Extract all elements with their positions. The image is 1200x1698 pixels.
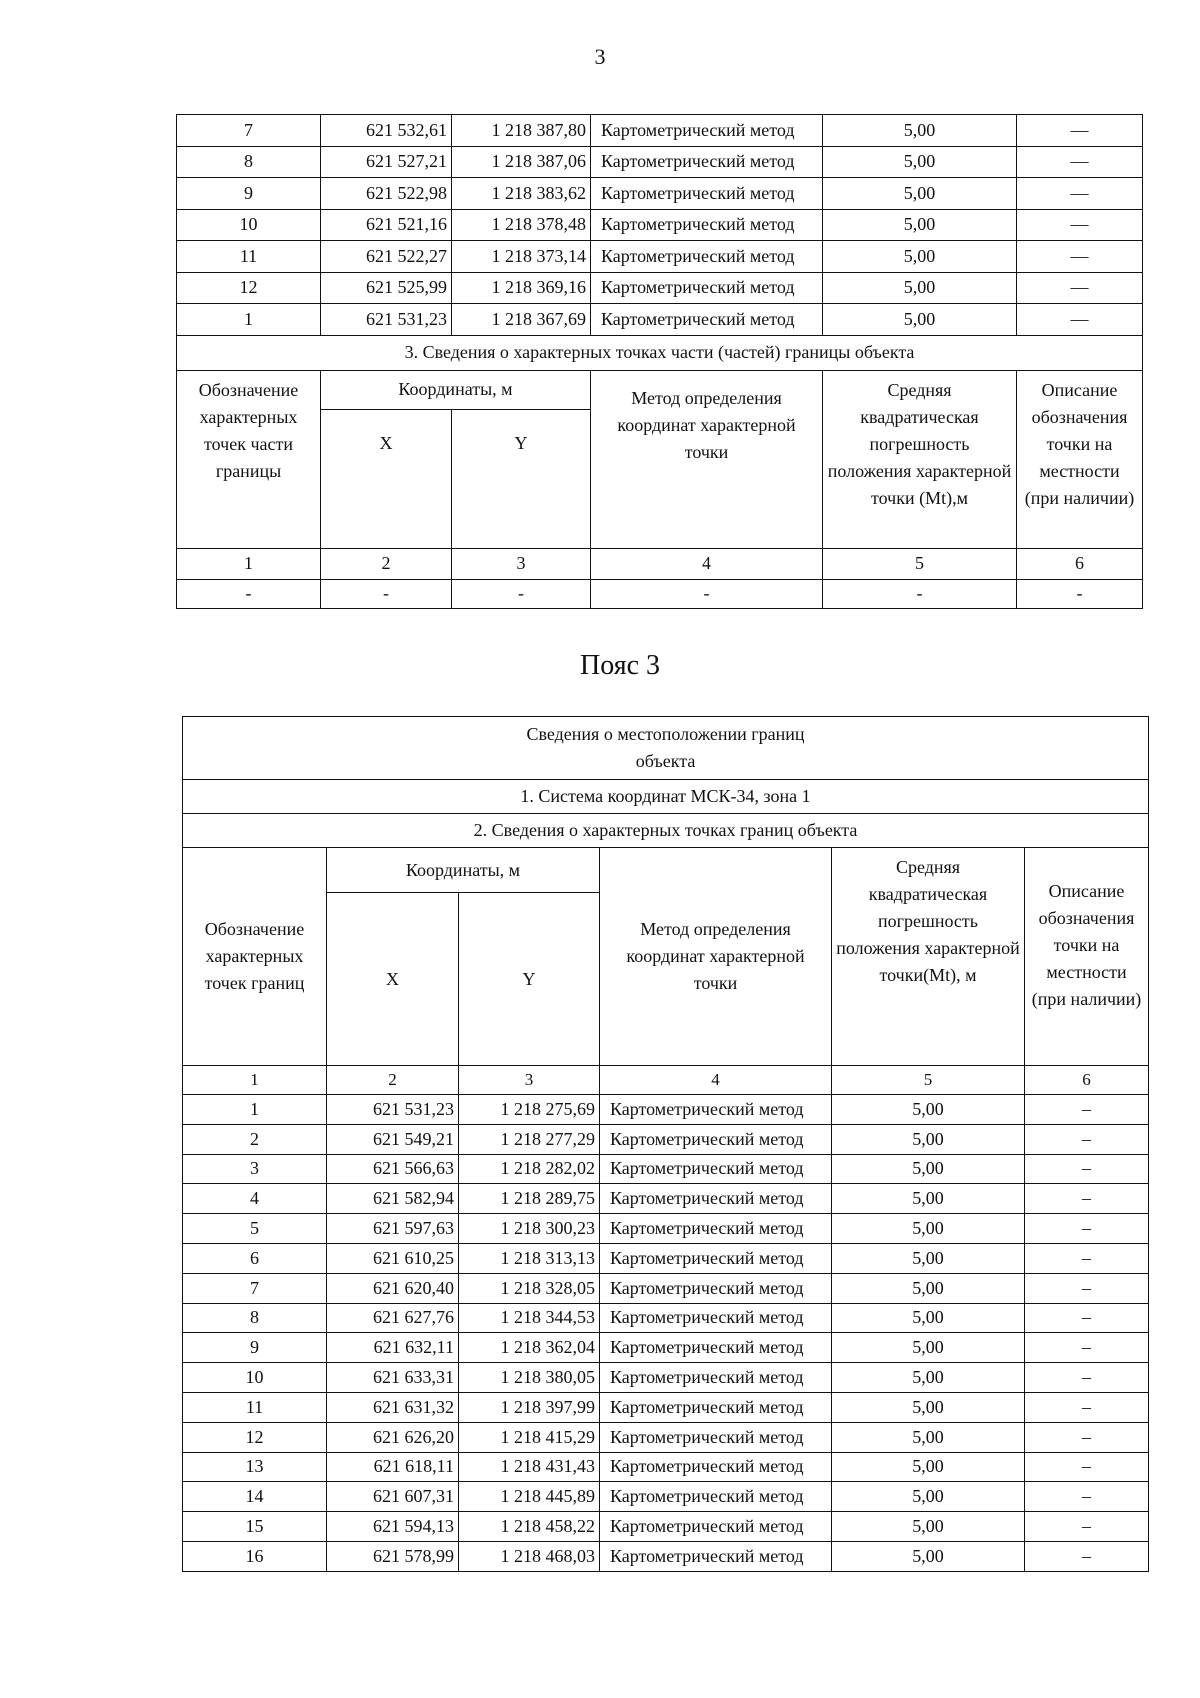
table2-title [183, 717, 1149, 780]
coord-x-cell: 621 522,27 [321, 241, 452, 273]
method-cell: Картометрический метод [600, 1482, 832, 1512]
description-cell: – [1025, 1184, 1149, 1214]
col-number-5: 5 [832, 1066, 1025, 1095]
table-row [183, 1422, 1149, 1452]
dash-cell: - [1017, 579, 1143, 608]
table-row [183, 1095, 1149, 1125]
coord-y-cell: 1 218 344,53 [459, 1303, 600, 1333]
table-row [183, 1124, 1149, 1154]
mean-error-cell: 5,00 [823, 146, 1017, 178]
table-row [183, 1452, 1149, 1482]
col-number-1: 1 [183, 1066, 327, 1095]
point-number-cell: 13 [183, 1452, 327, 1482]
method-cell: Картометрический метод [600, 1303, 832, 1333]
coord-x-cell: 621 566,63 [327, 1154, 459, 1184]
table-row [177, 146, 1143, 178]
dash-cell: - [452, 579, 591, 608]
mean-error-cell: 5,00 [832, 1363, 1025, 1393]
method-cell: Картометрический метод [600, 1422, 832, 1452]
description-cell: – [1025, 1363, 1149, 1393]
table-row [183, 1333, 1149, 1363]
point-number-cell: 12 [177, 272, 321, 304]
description-cell: – [1025, 1154, 1149, 1184]
point-number-cell: 10 [183, 1363, 327, 1393]
dash-cell: - [321, 579, 452, 608]
point-number-cell: 14 [183, 1482, 327, 1512]
coord-x-cell: 621 578,99 [327, 1541, 459, 1571]
description-cell: – [1025, 1512, 1149, 1542]
mean-error-cell: 5,00 [832, 1541, 1025, 1571]
method-cell: Картометрический метод [591, 272, 823, 304]
col-number-6: 6 [1025, 1066, 1149, 1095]
mean-error-cell: 5,00 [832, 1422, 1025, 1452]
coord-y-cell: 1 218 289,75 [459, 1184, 600, 1214]
description-cell: — [1017, 115, 1143, 147]
dash-cell: - [591, 579, 823, 608]
point-number-cell: 8 [177, 146, 321, 178]
mean-error-cell: 5,00 [823, 241, 1017, 273]
coord-y-cell: 1 218 373,14 [452, 241, 591, 273]
mean-error-cell: 5,00 [832, 1333, 1025, 1363]
method-cell: Картометрический метод [591, 178, 823, 210]
mean-error-cell: 5,00 [832, 1095, 1025, 1125]
point-number-cell: 7 [183, 1273, 327, 1303]
coord-x-cell: 621 626,20 [327, 1422, 459, 1452]
table2-body [183, 1095, 1149, 1572]
method-cell: Картометрический метод [600, 1214, 832, 1244]
coord-y-cell: 1 218 387,80 [452, 115, 591, 147]
coord-y-cell: 1 218 369,16 [452, 272, 591, 304]
col-number-2: 2 [321, 548, 452, 579]
point-number-cell: 15 [183, 1512, 327, 1542]
col-number-5: 5 [823, 548, 1017, 579]
coord-y-cell: 1 218 458,22 [459, 1512, 600, 1542]
section1-coordinate-system: 1. Система координат МСК-34, зона 1 [183, 780, 1149, 814]
table2-title-text: Сведения о местоположении границ объекта [526, 724, 805, 771]
method-cell: Картометрический метод [600, 1124, 832, 1154]
mean-error-cell: 5,00 [832, 1124, 1025, 1154]
coord-x-cell: 621 597,63 [327, 1214, 459, 1244]
mean-error-cell: 5,00 [832, 1214, 1025, 1244]
description-cell: – [1025, 1303, 1149, 1333]
col-number-4: 4 [600, 1066, 832, 1095]
description-cell: – [1025, 1422, 1149, 1452]
coord-y-cell: 1 218 383,62 [452, 178, 591, 210]
coord-y-cell: 1 218 282,02 [459, 1154, 600, 1184]
point-number-cell: 4 [183, 1184, 327, 1214]
point-number-cell: 1 [183, 1095, 327, 1125]
description-cell: — [1017, 178, 1143, 210]
coord-x-cell: 621 582,94 [327, 1184, 459, 1214]
coord-y-cell: 1 218 445,89 [459, 1482, 600, 1512]
col-number-1: 1 [177, 548, 321, 579]
table-row [183, 1303, 1149, 1333]
description-cell: – [1025, 1333, 1149, 1363]
header-x: X [321, 409, 452, 548]
section2-title: 2. Сведения о характерных точках границ объекта [183, 814, 1149, 848]
coord-x-cell: 621 525,99 [321, 272, 452, 304]
description-cell: — [1017, 241, 1143, 273]
col-number-3: 3 [459, 1066, 600, 1095]
method-cell: Картометрический метод [600, 1333, 832, 1363]
table-row [183, 1243, 1149, 1273]
mean-error-cell: 5,00 [832, 1452, 1025, 1482]
table-row [183, 1184, 1149, 1214]
table1-body [177, 115, 1143, 336]
mean-error-cell: 5,00 [832, 1482, 1025, 1512]
coord-y-cell: 1 218 468,03 [459, 1541, 600, 1571]
description-cell: – [1025, 1392, 1149, 1422]
table-row [183, 1541, 1149, 1571]
description-cell: – [1025, 1214, 1149, 1244]
mean-error-cell: 5,00 [823, 178, 1017, 210]
description-cell: — [1017, 272, 1143, 304]
table-row [177, 178, 1143, 210]
description-cell: – [1025, 1273, 1149, 1303]
table-row [183, 1214, 1149, 1244]
belt3-boundary-table [182, 716, 1149, 1572]
point-number-cell: 8 [183, 1303, 327, 1333]
description-cell: – [1025, 1243, 1149, 1273]
mean-error-cell: 5,00 [832, 1273, 1025, 1303]
header-method: Метод определения координат характерной точки [600, 848, 832, 1066]
method-cell: Картометрический метод [600, 1452, 832, 1482]
table-row [183, 1273, 1149, 1303]
dash-cell: - [823, 579, 1017, 608]
description-cell: – [1025, 1482, 1149, 1512]
method-cell: Картометрический метод [600, 1095, 832, 1125]
table-row [177, 304, 1143, 336]
table-row [183, 1512, 1149, 1542]
point-number-cell: 2 [183, 1124, 327, 1154]
description-cell: – [1025, 1541, 1149, 1571]
point-number-cell: 10 [177, 209, 321, 241]
coord-y-cell: 1 218 415,29 [459, 1422, 600, 1452]
mean-error-cell: 5,00 [832, 1512, 1025, 1542]
table-row [183, 1363, 1149, 1393]
point-number-cell: 9 [183, 1333, 327, 1363]
point-number-cell: 5 [183, 1214, 327, 1244]
coord-x-cell: 621 521,16 [321, 209, 452, 241]
method-cell: Картометрический метод [600, 1392, 832, 1422]
mean-error-cell: 5,00 [823, 272, 1017, 304]
coord-x-cell: 621 531,23 [321, 304, 452, 336]
table-row [183, 1154, 1149, 1184]
mean-error-cell: 5,00 [823, 304, 1017, 336]
mean-error-cell: 5,00 [832, 1154, 1025, 1184]
point-number-cell: 9 [177, 178, 321, 210]
col-number-4: 4 [591, 548, 823, 579]
point-number-cell: 3 [183, 1154, 327, 1184]
mean-error-cell: 5,00 [823, 209, 1017, 241]
belt-title: Пояс 3 [580, 650, 660, 681]
coord-x-cell: 621 620,40 [327, 1273, 459, 1303]
coord-x-cell: 621 607,31 [327, 1482, 459, 1512]
coord-x-cell: 621 531,23 [327, 1095, 459, 1125]
table-row [177, 209, 1143, 241]
col-number-2: 2 [327, 1066, 459, 1095]
coord-y-cell: 1 218 275,69 [459, 1095, 600, 1125]
method-cell: Картометрический метод [600, 1154, 832, 1184]
header-coordinates: Координаты, м [327, 848, 600, 893]
coord-x-cell: 621 632,11 [327, 1333, 459, 1363]
description-cell: – [1025, 1452, 1149, 1482]
section3-title: 3. Сведения о характерных точках части (частей) границы объекта [177, 335, 1143, 370]
coord-x-cell: 621 522,98 [321, 178, 452, 210]
coord-y-cell: 1 218 387,06 [452, 146, 591, 178]
method-cell: Картометрический метод [600, 1184, 832, 1214]
header-mt: Средняя квадратическая погрешность положения характерной точки (Mt),м [823, 370, 1017, 548]
coord-x-cell: 621 527,21 [321, 146, 452, 178]
coord-y-cell: 1 218 378,48 [452, 209, 591, 241]
header-x: X [327, 893, 459, 1066]
coord-x-cell: 621 633,31 [327, 1363, 459, 1393]
coord-y-cell: 1 218 380,05 [459, 1363, 600, 1393]
coord-y-cell: 1 218 362,04 [459, 1333, 600, 1363]
header-point-designation: Обозначение характерных точек части границы [177, 370, 321, 548]
coord-y-cell: 1 218 397,99 [459, 1392, 600, 1422]
description-cell: — [1017, 146, 1143, 178]
method-cell: Картометрический метод [600, 1512, 832, 1542]
coord-y-cell: 1 218 313,13 [459, 1243, 600, 1273]
mean-error-cell: 5,00 [832, 1184, 1025, 1214]
header-method: Метод определения координат характерной точки [591, 370, 823, 548]
mean-error-cell: 5,00 [832, 1243, 1025, 1273]
description-cell: — [1017, 209, 1143, 241]
coord-y-cell: 1 218 300,23 [459, 1214, 600, 1244]
method-cell: Картометрический метод [591, 146, 823, 178]
header-description: Описание обозначения точки на местности (при наличии) [1025, 848, 1149, 1066]
header-coordinates: Координаты, м [321, 370, 591, 409]
description-cell: – [1025, 1095, 1149, 1125]
description-cell: — [1017, 304, 1143, 336]
table-row [177, 115, 1143, 147]
point-number-cell: 1 [177, 304, 321, 336]
header-y: Y [459, 893, 600, 1066]
coord-x-cell: 621 532,61 [321, 115, 452, 147]
table-row [177, 241, 1143, 273]
col-number-6: 6 [1017, 548, 1143, 579]
dash-cell: - [177, 579, 321, 608]
description-cell: – [1025, 1124, 1149, 1154]
method-cell: Картометрический метод [591, 209, 823, 241]
header-y: Y [452, 409, 591, 548]
coord-y-cell: 1 218 431,43 [459, 1452, 600, 1482]
header-mt: Средняя квадратическая погрешность положения характерной точки(Mt), м [832, 848, 1025, 1066]
coord-x-cell: 621 631,32 [327, 1392, 459, 1422]
method-cell: Картометрический метод [600, 1243, 832, 1273]
coord-y-cell: 1 218 328,05 [459, 1273, 600, 1303]
point-number-cell: 16 [183, 1541, 327, 1571]
mean-error-cell: 5,00 [823, 115, 1017, 147]
coord-x-cell: 621 549,21 [327, 1124, 459, 1154]
method-cell: Картометрический метод [591, 304, 823, 336]
method-cell: Картометрический метод [600, 1363, 832, 1393]
method-cell: Картометрический метод [591, 241, 823, 273]
coord-x-cell: 621 594,13 [327, 1512, 459, 1542]
header-description: Описание обозначения точки на местности (при наличии) [1017, 370, 1143, 548]
point-number-cell: 12 [183, 1422, 327, 1452]
method-cell: Картометрический метод [600, 1273, 832, 1303]
method-cell: Картометрический метод [591, 115, 823, 147]
boundary-points-table-continued [176, 114, 1143, 609]
coord-x-cell: 621 627,76 [327, 1303, 459, 1333]
mean-error-cell: 5,00 [832, 1392, 1025, 1422]
table-row [183, 1392, 1149, 1422]
col-number-3: 3 [452, 548, 591, 579]
method-cell: Картометрический метод [600, 1541, 832, 1571]
point-number-cell: 7 [177, 115, 321, 147]
coord-x-cell: 621 610,25 [327, 1243, 459, 1273]
point-number-cell: 11 [183, 1392, 327, 1422]
table-row [177, 272, 1143, 304]
coord-x-cell: 621 618,11 [327, 1452, 459, 1482]
page-number: 3 [594, 44, 606, 69]
coord-y-cell: 1 218 277,29 [459, 1124, 600, 1154]
point-number-cell: 6 [183, 1243, 327, 1273]
table-row [183, 1482, 1149, 1512]
mean-error-cell: 5,00 [832, 1303, 1025, 1333]
header-point-designation: Обозначение характерных точек границ [183, 848, 327, 1066]
coord-y-cell: 1 218 367,69 [452, 304, 591, 336]
point-number-cell: 11 [177, 241, 321, 273]
